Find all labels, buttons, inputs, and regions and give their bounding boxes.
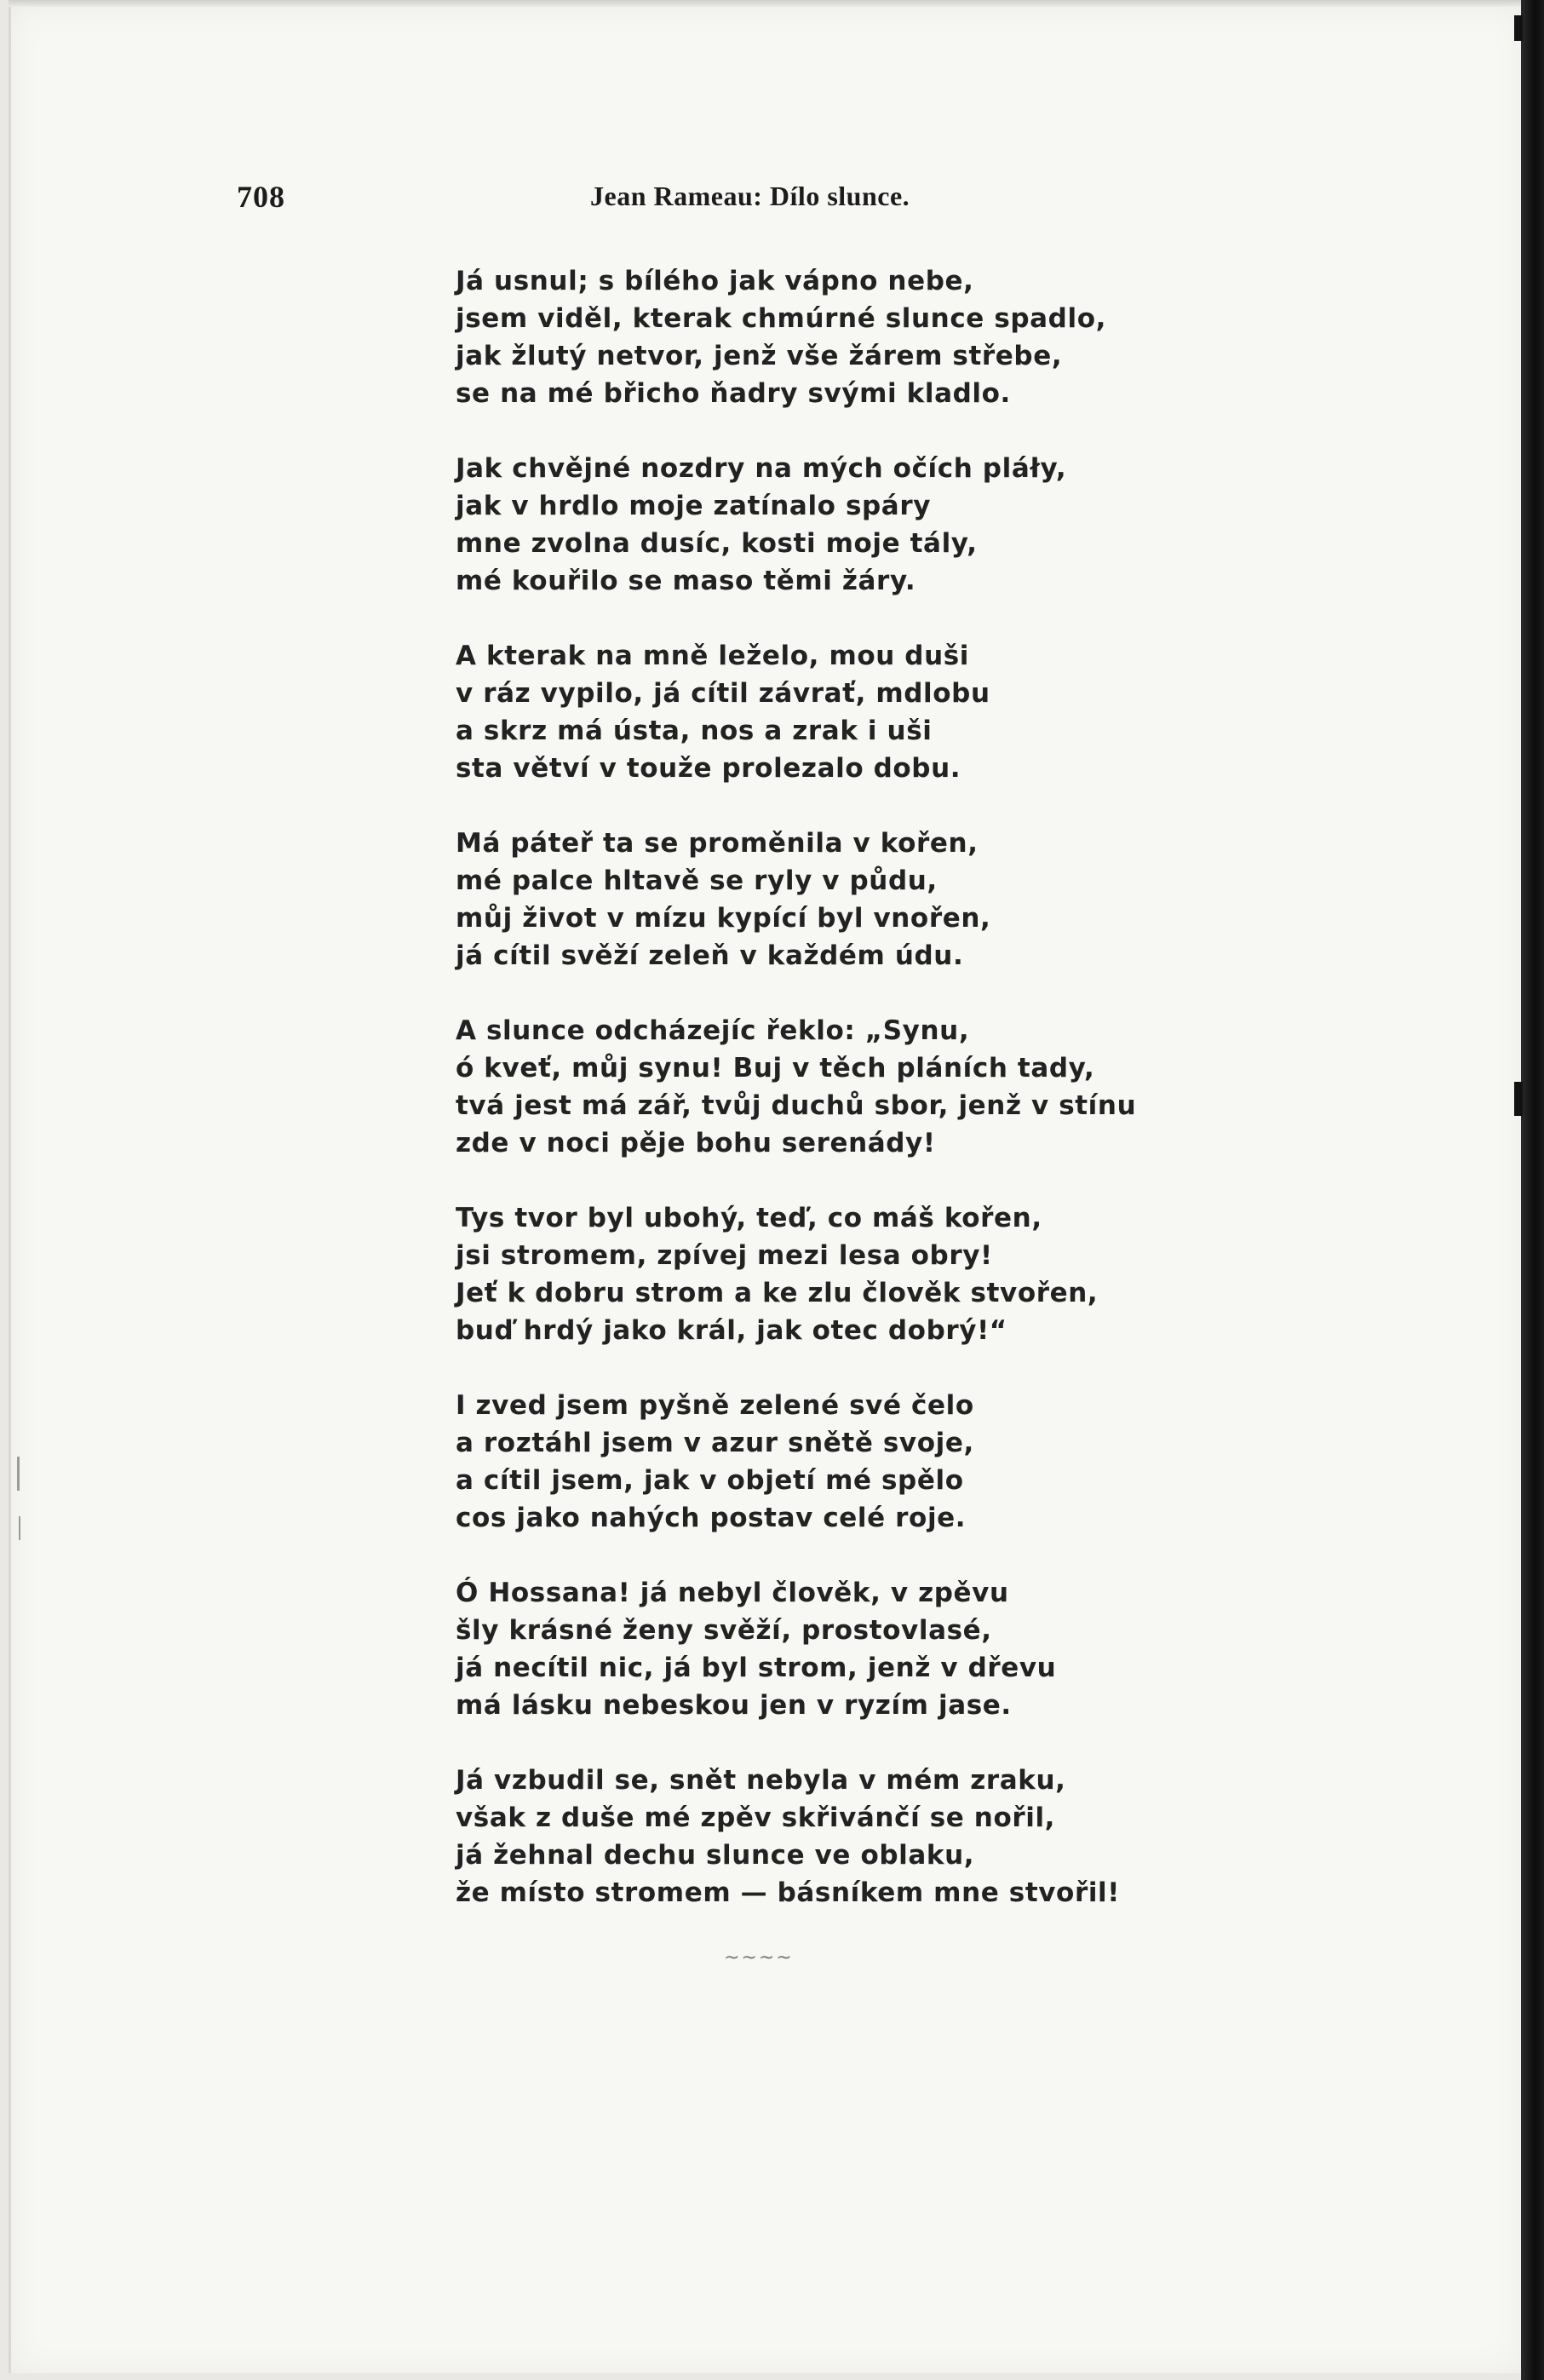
poem-line: má lásku nebeskou jen v ryzím jase. (456, 1690, 1012, 1721)
stanza (456, 262, 1222, 412)
spine-notch (1514, 15, 1523, 41)
poem-line: a roztáhl jsem v azur snětě svoje, (456, 1428, 974, 1458)
poem-line: Já usnul; s bílého jak vápno nebe, (456, 266, 974, 296)
poem-line: já necítil nic, já byl strom, jenž v dřevu (456, 1653, 1057, 1683)
poem-line: Já vzbudil se, snět nebyla v mém zraku, (456, 1765, 1066, 1796)
spine-notch (1514, 1082, 1523, 1116)
page-number: 708 (237, 180, 285, 214)
stanza (456, 825, 1222, 974)
poem-line: se na mé břicho ňadry svými kladlo. (456, 378, 1011, 409)
poem-line: A kterak na mně leželo, mou duši (456, 641, 970, 671)
poem-line: šly krásné ženy svěží, prostovlasé, (456, 1615, 992, 1646)
poem-line: I zved jsem pyšně zelené své čelo (456, 1390, 974, 1421)
poem-line: v ráz vypilo, já cítil závrať, mdlobu (456, 678, 990, 709)
stanza (456, 1574, 1222, 1724)
poem-body (456, 262, 1222, 1949)
poem-line: ó kveť, můj synu! Buj v těch pláních tady, (456, 1053, 1095, 1084)
poem-line: jsem viděl, kterak chmúrné slunce spadlo, (456, 303, 1106, 334)
poem-line: Ó Hossana! já nebyl člověk, v zpěvu (456, 1578, 1009, 1608)
running-title: Jean Rameau: Dílo slunce. (590, 181, 910, 211)
end-ornament: ~~~~ (724, 1947, 794, 1969)
poem-line: Jeť k dobru strom a ke zlu člověk stvořen, (456, 1278, 1099, 1308)
poem-line: buď hrdý jako král, jak otec dobrý!“ (456, 1315, 1007, 1346)
poem-line: jak žlutý netvor, jenž vše žárem střebe, (456, 341, 1063, 371)
poem-line: já žehnal dechu slunce ve oblaku, (456, 1840, 975, 1871)
stanza (456, 450, 1222, 600)
poem-line: tvá jest má zář, tvůj duchů sbor, jenž v stínu (456, 1090, 1137, 1121)
poem-line: mne zvolna dusíc, kosti moje tály, (456, 528, 978, 559)
stanza (456, 1012, 1222, 1162)
book-spine (1521, 0, 1544, 2380)
poem-line: můj život v mízu kypící byl vnořen, (456, 903, 991, 934)
scan-speck (17, 1457, 20, 1491)
poem-line: cos jako nahých postav celé roje. (456, 1503, 967, 1533)
poem-line: a cítil jsem, jak v objetí mé spělo (456, 1465, 964, 1496)
poem-line: mé kouřilo se maso těmi žáry. (456, 566, 916, 596)
running-header (237, 179, 986, 221)
scan-speck (19, 1516, 20, 1540)
poem-line: však z duše mé zpěv skřivánčí se nořil, (456, 1802, 1056, 1833)
poem-line: Jak chvějné nozdry na mých očích pláły, (456, 453, 1067, 484)
poem-line: a skrz má ústa, nos a zrak i uši (456, 716, 933, 746)
poem-line: že místo stromem — básníkem mne stvořil! (456, 1877, 1121, 1908)
poem-line: sta větví v touže prolezalo dobu. (456, 753, 961, 784)
poem-line: Tys tvor byl ubohý, teď, co máš kořen, (456, 1203, 1042, 1233)
poem-line: jak v hrdlo moje zatínalo spáry (456, 491, 932, 521)
stanza (456, 1387, 1222, 1537)
poem-line: já cítil svěží zeleň v každém údu. (456, 940, 964, 971)
stanza (456, 1199, 1222, 1349)
poem-line: mé palce hltavě se ryly v půdu, (456, 865, 938, 896)
stanza (456, 637, 1222, 787)
poem-line: Má páteř ta se proměnila v kořen, (456, 828, 979, 859)
poem-line: jsi stromem, zpívej mezi lesa obry! (456, 1240, 993, 1271)
poem-line: zde v noci pěje bohu serenády! (456, 1128, 936, 1158)
poem-line: A slunce odcházejíc řeklo: „Synu, (456, 1015, 970, 1046)
stanza (456, 1762, 1222, 1911)
